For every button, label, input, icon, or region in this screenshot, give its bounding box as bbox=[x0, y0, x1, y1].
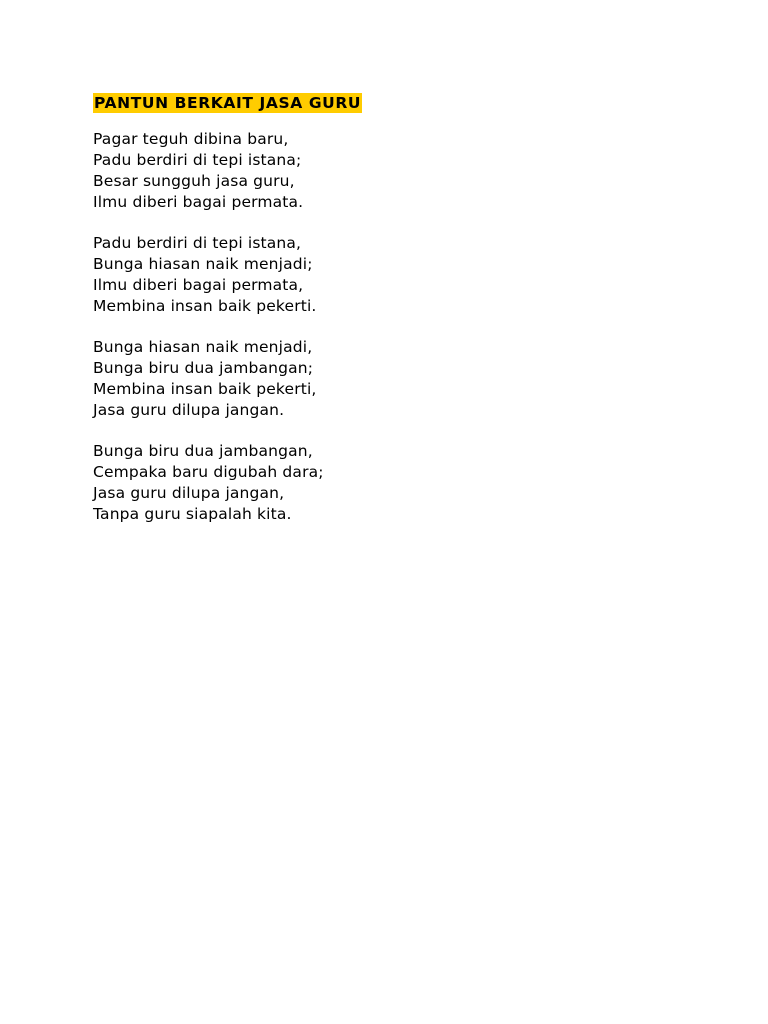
poem-line: Ilmu diberi bagai permata, bbox=[93, 276, 304, 294]
poem-line: Jasa guru dilupa jangan. bbox=[93, 401, 285, 419]
poem-line: Padu berdiri di tepi istana, bbox=[93, 234, 302, 252]
poem-line: Padu berdiri di tepi istana; bbox=[93, 151, 302, 169]
document-title: PANTUN BERKAIT JASA GURU bbox=[94, 94, 362, 112]
poem-line: Bunga hiasan naik menjadi; bbox=[93, 255, 313, 273]
poem-line: Bunga hiasan naik menjadi, bbox=[93, 338, 313, 356]
document-content bbox=[93, 93, 362, 545]
stanza-2 bbox=[93, 233, 362, 317]
poem-line: Bunga biru dua jambangan; bbox=[93, 359, 314, 377]
poem-line: Ilmu diberi bagai permata. bbox=[93, 193, 304, 211]
poem-line: Membina insan baik pekerti, bbox=[93, 380, 317, 398]
poem-line: Pagar teguh dibina baru, bbox=[93, 130, 289, 148]
poem-line: Jasa guru dilupa jangan, bbox=[93, 484, 285, 502]
poem-line: Bunga biru dua jambangan, bbox=[93, 442, 313, 460]
stanza-1 bbox=[93, 129, 362, 213]
stanza-3 bbox=[93, 337, 362, 421]
stanza-4 bbox=[93, 441, 362, 525]
poem-line: Cempaka baru digubah dara; bbox=[93, 463, 324, 481]
poem-line: Besar sungguh jasa guru, bbox=[93, 172, 295, 190]
poem-line: Tanpa guru siapalah kita. bbox=[93, 505, 292, 523]
poem-line: Membina insan baik pekerti. bbox=[93, 297, 317, 315]
